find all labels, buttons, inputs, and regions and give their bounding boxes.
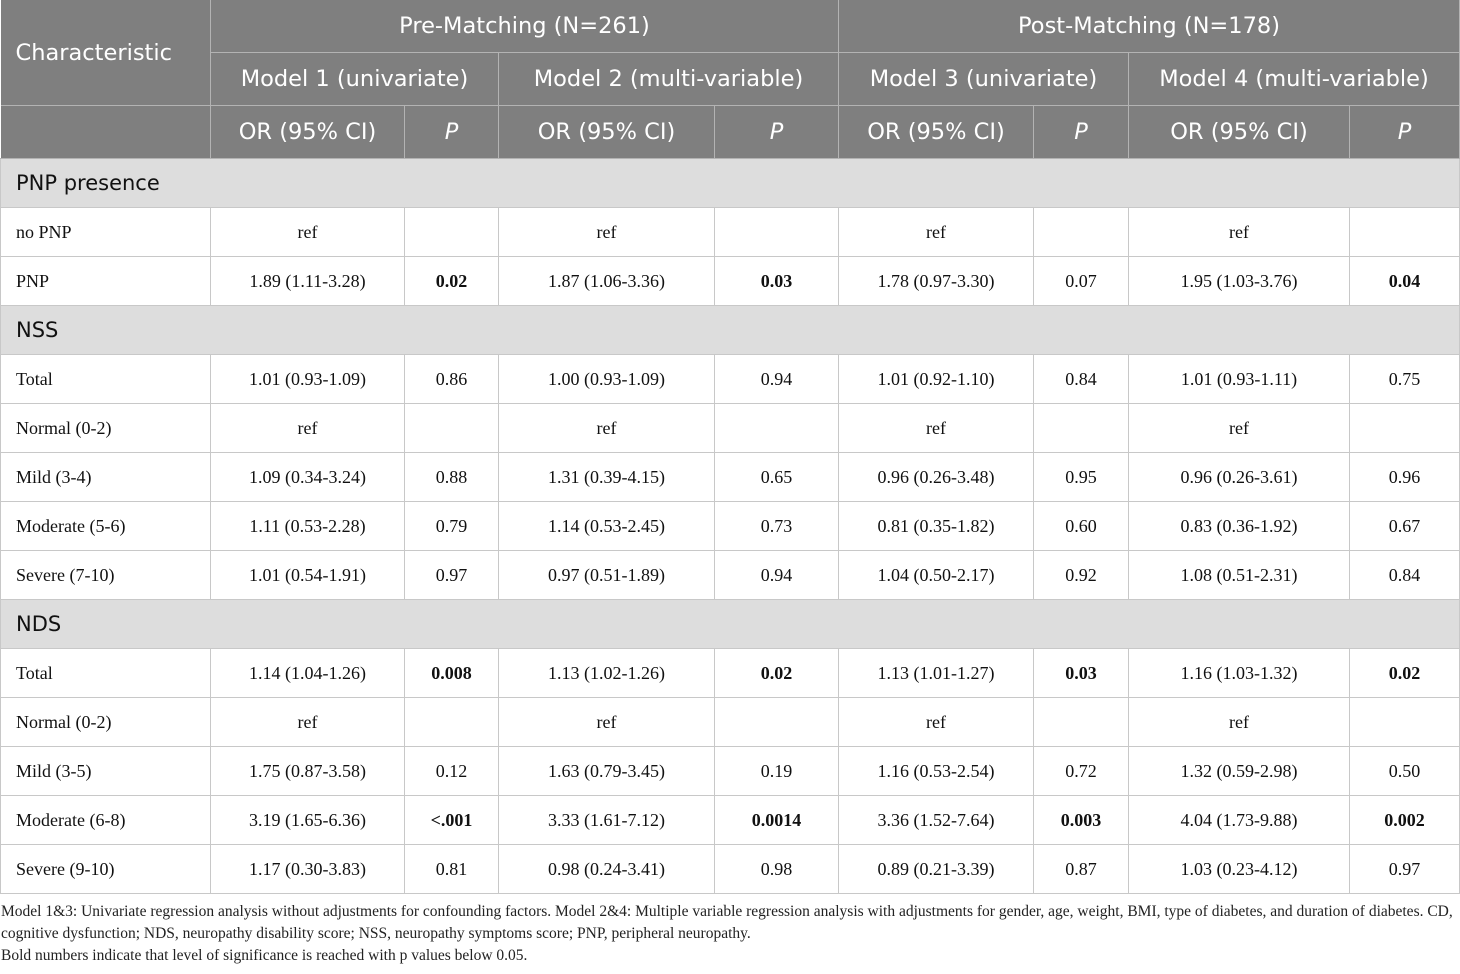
or-header: OR (95% CI) xyxy=(839,106,1034,159)
p-value-cell: <.001 xyxy=(405,796,499,845)
row-label: Total xyxy=(1,355,211,404)
p-header: P xyxy=(1350,106,1460,159)
row-label: Normal (0-2) xyxy=(1,404,211,453)
p-value-cell: 0.94 xyxy=(715,355,839,404)
or-cell: 0.97 (0.51-1.89) xyxy=(499,551,715,600)
p-header: P xyxy=(1034,106,1129,159)
p-value-cell xyxy=(715,208,839,257)
or-cell: 1.11 (0.53-2.28) xyxy=(211,502,405,551)
p-value-cell: 0.86 xyxy=(405,355,499,404)
or-cell: ref xyxy=(839,404,1034,453)
or-cell: 1.63 (0.79-3.45) xyxy=(499,747,715,796)
or-cell: ref xyxy=(211,404,405,453)
table-row xyxy=(1,551,1460,600)
p-value-cell: 0.12 xyxy=(405,747,499,796)
or-cell: ref xyxy=(1129,404,1350,453)
or-cell: ref xyxy=(1129,208,1350,257)
table-body xyxy=(1,159,1460,894)
or-cell: 0.83 (0.36-1.92) xyxy=(1129,502,1350,551)
or-cell: 0.96 (0.26-3.48) xyxy=(839,453,1034,502)
or-cell: 1.13 (1.01-1.27) xyxy=(839,649,1034,698)
or-cell: 1.95 (1.03-3.76) xyxy=(1129,257,1350,306)
table-row xyxy=(1,208,1460,257)
row-label: Normal (0-2) xyxy=(1,698,211,747)
p-value-cell: 0.60 xyxy=(1034,502,1129,551)
p-value-cell xyxy=(1034,698,1129,747)
or-cell: ref xyxy=(499,208,715,257)
p-value-cell: 0.008 xyxy=(405,649,499,698)
or-cell: 1.16 (1.03-1.32) xyxy=(1129,649,1350,698)
or-cell: 0.98 (0.24-3.41) xyxy=(499,845,715,894)
or-header: OR (95% CI) xyxy=(1129,106,1350,159)
table-row xyxy=(1,698,1460,747)
model-2-header: Model 2 (multi-variable) xyxy=(499,53,839,106)
row-label: Mild (3-4) xyxy=(1,453,211,502)
p-value-cell: 0.04 xyxy=(1350,257,1460,306)
table-row xyxy=(1,404,1460,453)
row-label: Moderate (5-6) xyxy=(1,502,211,551)
header-spacer xyxy=(1,106,211,159)
p-value-cell: 0.97 xyxy=(1350,845,1460,894)
p-value-cell: 0.67 xyxy=(1350,502,1460,551)
p-value-cell: 0.84 xyxy=(1034,355,1129,404)
or-cell: ref xyxy=(499,698,715,747)
row-label: Severe (7-10) xyxy=(1,551,211,600)
section-title: PNP presence xyxy=(1,159,1460,208)
p-value-cell: 0.02 xyxy=(405,257,499,306)
section-row xyxy=(1,306,1460,355)
section-row xyxy=(1,600,1460,649)
row-label: Mild (3-5) xyxy=(1,747,211,796)
p-value-cell: 0.02 xyxy=(715,649,839,698)
or-cell: 1.78 (0.97-3.30) xyxy=(839,257,1034,306)
table-row xyxy=(1,796,1460,845)
table-footnote xyxy=(1,901,1457,967)
or-cell: 1.75 (0.87-3.58) xyxy=(211,747,405,796)
p-header: P xyxy=(405,106,499,159)
or-cell: 4.04 (1.73-9.88) xyxy=(1129,796,1350,845)
p-value-cell: 0.65 xyxy=(715,453,839,502)
p-value-cell: 0.98 xyxy=(715,845,839,894)
or-cell: 1.16 (0.53-2.54) xyxy=(839,747,1034,796)
or-cell: ref xyxy=(1129,698,1350,747)
model-3-header: Model 3 (univariate) xyxy=(839,53,1129,106)
table-row xyxy=(1,453,1460,502)
section-row xyxy=(1,159,1460,208)
or-cell: 1.01 (0.54-1.91) xyxy=(211,551,405,600)
p-value-cell xyxy=(1350,404,1460,453)
row-label: PNP xyxy=(1,257,211,306)
p-value-cell xyxy=(1350,208,1460,257)
p-value-cell: 0.72 xyxy=(1034,747,1129,796)
section-title: NDS xyxy=(1,600,1460,649)
table-row xyxy=(1,845,1460,894)
table-row xyxy=(1,747,1460,796)
or-cell: 1.32 (0.59-2.98) xyxy=(1129,747,1350,796)
p-value-cell: 0.50 xyxy=(1350,747,1460,796)
p-value-cell: 0.94 xyxy=(715,551,839,600)
or-cell: 3.36 (1.52-7.64) xyxy=(839,796,1034,845)
or-cell: 0.81 (0.35-1.82) xyxy=(839,502,1034,551)
or-cell: 1.01 (0.93-1.11) xyxy=(1129,355,1350,404)
or-cell: 3.33 (1.61-7.12) xyxy=(499,796,715,845)
table-header xyxy=(1,0,1460,159)
or-cell: ref xyxy=(499,404,715,453)
p-value-cell: 0.84 xyxy=(1350,551,1460,600)
or-cell: 1.87 (1.06-3.36) xyxy=(499,257,715,306)
or-cell: 1.17 (0.30-3.83) xyxy=(211,845,405,894)
or-cell: 0.89 (0.21-3.39) xyxy=(839,845,1034,894)
p-value-cell: 0.95 xyxy=(1034,453,1129,502)
p-value-cell: 0.002 xyxy=(1350,796,1460,845)
p-value-cell: 0.87 xyxy=(1034,845,1129,894)
or-cell: ref xyxy=(211,208,405,257)
or-cell: 1.89 (1.11-3.28) xyxy=(211,257,405,306)
p-value-cell: 0.79 xyxy=(405,502,499,551)
table-row xyxy=(1,355,1460,404)
p-value-cell: 0.03 xyxy=(715,257,839,306)
or-cell: 1.31 (0.39-4.15) xyxy=(499,453,715,502)
pre-matching-header: Pre-Matching (N=261) xyxy=(211,0,839,53)
p-value-cell xyxy=(405,404,499,453)
table-row xyxy=(1,502,1460,551)
post-matching-header: Post-Matching (N=178) xyxy=(839,0,1460,53)
row-label: Severe (9-10) xyxy=(1,845,211,894)
or-cell: 1.14 (0.53-2.45) xyxy=(499,502,715,551)
p-value-cell: 0.19 xyxy=(715,747,839,796)
or-cell: 1.13 (1.02-1.26) xyxy=(499,649,715,698)
p-value-cell: 0.07 xyxy=(1034,257,1129,306)
p-value-cell xyxy=(1350,698,1460,747)
or-cell: 1.01 (0.93-1.09) xyxy=(211,355,405,404)
p-value-cell: 0.03 xyxy=(1034,649,1129,698)
or-cell: 1.00 (0.93-1.09) xyxy=(499,355,715,404)
or-cell: ref xyxy=(211,698,405,747)
or-cell: ref xyxy=(839,208,1034,257)
p-value-cell: 0.97 xyxy=(405,551,499,600)
p-value-cell: 0.75 xyxy=(1350,355,1460,404)
p-value-cell xyxy=(1034,404,1129,453)
p-value-cell: 0.02 xyxy=(1350,649,1460,698)
table-row xyxy=(1,649,1460,698)
p-value-cell xyxy=(1034,208,1129,257)
table-row xyxy=(1,257,1460,306)
or-cell: 1.03 (0.23-4.12) xyxy=(1129,845,1350,894)
row-label: no PNP xyxy=(1,208,211,257)
p-value-cell: 0.88 xyxy=(405,453,499,502)
or-cell: 0.96 (0.26-3.61) xyxy=(1129,453,1350,502)
or-cell: 1.08 (0.51-2.31) xyxy=(1129,551,1350,600)
p-value-cell xyxy=(715,698,839,747)
p-value-cell: 0.92 xyxy=(1034,551,1129,600)
row-label: Total xyxy=(1,649,211,698)
or-header: OR (95% CI) xyxy=(499,106,715,159)
or-cell: 3.19 (1.65-6.36) xyxy=(211,796,405,845)
footnote-models: Model 1&3: Univariate regression analysis without adjustments for confounding factors. Model 2&4: Multiple variable regression analysis with adjustments for gender, age, weight, BMI, type of diabetes, and duration of diabetes. CD, cognitive dysfunction; NDS, neuropathy disability score; NSS, neuropathy symptoms score; PNP, peripheral neuropathy. xyxy=(1,903,1453,942)
or-header: OR (95% CI) xyxy=(211,106,405,159)
or-cell: 1.01 (0.92-1.10) xyxy=(839,355,1034,404)
p-header: P xyxy=(715,106,839,159)
model-4-header: Model 4 (multi-variable) xyxy=(1129,53,1460,106)
row-label: Moderate (6-8) xyxy=(1,796,211,845)
characteristic-header: Characteristic xyxy=(1,0,211,106)
or-cell: 1.04 (0.50-2.17) xyxy=(839,551,1034,600)
p-value-cell xyxy=(405,698,499,747)
p-value-cell xyxy=(405,208,499,257)
p-value-cell: 0.96 xyxy=(1350,453,1460,502)
section-title: NSS xyxy=(1,306,1460,355)
or-cell: 1.09 (0.34-3.24) xyxy=(211,453,405,502)
p-value-cell: 0.81 xyxy=(405,845,499,894)
footnote-bold: Bold numbers indicate that level of significance is reached with p values below 0.05. xyxy=(1,947,528,964)
p-value-cell xyxy=(715,404,839,453)
p-value-cell: 0.003 xyxy=(1034,796,1129,845)
or-cell: ref xyxy=(839,698,1034,747)
or-cell: 1.14 (1.04-1.26) xyxy=(211,649,405,698)
p-value-cell: 0.73 xyxy=(715,502,839,551)
p-value-cell: 0.0014 xyxy=(715,796,839,845)
model-1-header: Model 1 (univariate) xyxy=(211,53,499,106)
